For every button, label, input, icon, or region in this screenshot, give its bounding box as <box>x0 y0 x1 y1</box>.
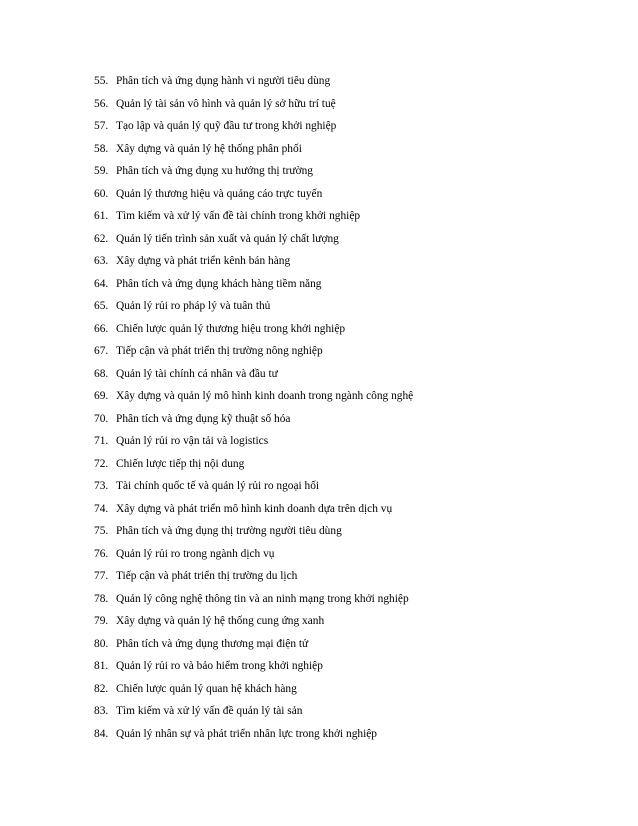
list-item <box>94 276 413 299</box>
list-item <box>94 186 413 209</box>
list-item <box>94 366 413 389</box>
item-text: Phân tích và ứng dụng khách hàng tiềm năng <box>116 277 322 290</box>
item-text: Quản lý thương hiệu và quảng cáo trực tuyến <box>116 187 323 200</box>
item-number: 78. <box>94 592 109 605</box>
item-text: Chiến lược quản lý thương hiệu trong khởi nghiệp <box>116 322 346 335</box>
item-text: Tìm kiếm và xử lý vấn đề tài chính trong khởi nghiệp <box>116 210 361 222</box>
item-text: Tiếp cận và phát triển thị trường nông nghiệp <box>116 345 323 357</box>
list-item <box>94 433 413 456</box>
item-text: Xây dựng và phát triển kênh bán hàng <box>116 255 291 267</box>
list-item <box>94 703 413 726</box>
item-text: Quản lý rủi ro trong ngành dịch vụ <box>116 547 275 560</box>
item-number: 75. <box>94 525 109 537</box>
item-text: Tạo lập và quản lý quỹ đầu tư trong khởi nghiệp <box>116 120 337 132</box>
item-number: 63. <box>94 255 109 267</box>
list-item <box>94 568 413 591</box>
item-number: 55. <box>94 75 109 87</box>
item-text: Quản lý rủi ro pháp lý và tuân thủ <box>116 300 271 312</box>
list-item <box>94 253 413 276</box>
item-text: Quản lý nhân sự và phát triển nhân lực trong khởi nghiệp <box>116 727 378 740</box>
item-text: Quản lý rủi ro vận tải và logistics <box>116 435 269 447</box>
item-number: 57. <box>94 120 109 132</box>
item-text: Phân tích và ứng dụng xu hướng thị trường <box>116 165 313 177</box>
list-item <box>94 591 413 614</box>
item-number: 61. <box>94 210 109 222</box>
item-number: 62. <box>94 232 109 245</box>
item-number: 83. <box>94 705 109 717</box>
item-text: Xây dựng và quản lý mô hình kinh doanh trong ngành công nghệ <box>116 390 414 402</box>
item-number: 70. <box>94 412 109 425</box>
item-text: Xây dựng và quản lý hệ thống phân phối <box>116 142 302 155</box>
item-text: Tìm kiếm và xử lý vấn đề quản lý tài sản <box>116 705 303 717</box>
list-item <box>94 321 413 344</box>
item-text: Chiến lược tiếp thị nội dung <box>116 457 245 470</box>
item-text: Tiếp cận và phát triển thị trường du lịch <box>116 570 298 582</box>
list-item <box>94 231 413 254</box>
item-number: 56. <box>94 97 109 110</box>
item-text: Quản lý tiến trình sản xuất và quản lý chất lượng <box>116 232 339 245</box>
item-number: 58. <box>94 142 109 155</box>
list-item <box>94 411 413 434</box>
list-item <box>94 96 413 119</box>
item-number: 80. <box>94 637 109 650</box>
item-text: Tài chính quốc tế và quản lý rủi ro ngoại hối <box>116 480 320 492</box>
item-number: 60. <box>94 187 109 200</box>
item-number: 72. <box>94 457 109 470</box>
list-item <box>94 613 413 636</box>
list-item <box>94 546 413 569</box>
item-number: 82. <box>94 682 109 695</box>
list-item <box>94 343 413 366</box>
item-number: 74. <box>94 502 109 515</box>
list-item <box>94 681 413 704</box>
item-number: 69. <box>94 390 109 402</box>
item-text: Phân tích và ứng dụng thương mại điện tử <box>116 637 309 650</box>
item-number: 81. <box>94 660 109 672</box>
list-item <box>94 523 413 546</box>
list-item <box>94 636 413 659</box>
item-number: 71. <box>94 435 109 447</box>
topic-list <box>94 73 413 748</box>
item-text: Chiến lược quản lý quan hệ khách hàng <box>116 682 297 695</box>
item-number: 84. <box>94 727 109 740</box>
list-item <box>94 163 413 186</box>
list-item <box>94 726 413 749</box>
list-item <box>94 141 413 164</box>
item-number: 66. <box>94 322 109 335</box>
item-text: Phân tích và ứng dụng hành vi người tiêu dùng <box>116 75 331 87</box>
item-number: 73. <box>94 480 109 492</box>
list-item <box>94 456 413 479</box>
list-item <box>94 501 413 524</box>
list-item <box>94 73 413 96</box>
list-item <box>94 298 413 321</box>
item-number: 77. <box>94 570 109 582</box>
list-item <box>94 658 413 681</box>
item-number: 79. <box>94 615 109 627</box>
item-text: Phân tích và ứng dụng thị trường người tiêu dùng <box>116 525 342 537</box>
item-text: Xây dựng và quản lý hệ thống cung ứng xanh <box>116 615 325 627</box>
list-item <box>94 208 413 231</box>
list-item <box>94 478 413 501</box>
item-number: 68. <box>94 367 109 380</box>
item-text: Phân tích và ứng dụng kỹ thuật số hóa <box>116 412 291 425</box>
item-text: Quản lý tài chính cá nhân và đầu tư <box>116 367 278 380</box>
item-text: Quản lý tài sản vô hình và quản lý sở hữu trí tuệ <box>116 97 336 110</box>
list-item <box>94 118 413 141</box>
item-number: 64. <box>94 277 109 290</box>
item-number: 65. <box>94 300 109 312</box>
item-number: 76. <box>94 547 109 560</box>
item-number: 67. <box>94 345 109 357</box>
item-text: Quản lý rủi ro và bảo hiểm trong khởi nghiệp <box>116 660 323 672</box>
list-item <box>94 388 413 411</box>
item-text: Xây dựng và phát triển mô hình kinh doanh dựa trên dịch vụ <box>116 502 393 515</box>
item-text: Quản lý công nghệ thông tin và an ninh mạng trong khởi nghiệp <box>116 592 409 605</box>
item-number: 59. <box>94 165 109 177</box>
